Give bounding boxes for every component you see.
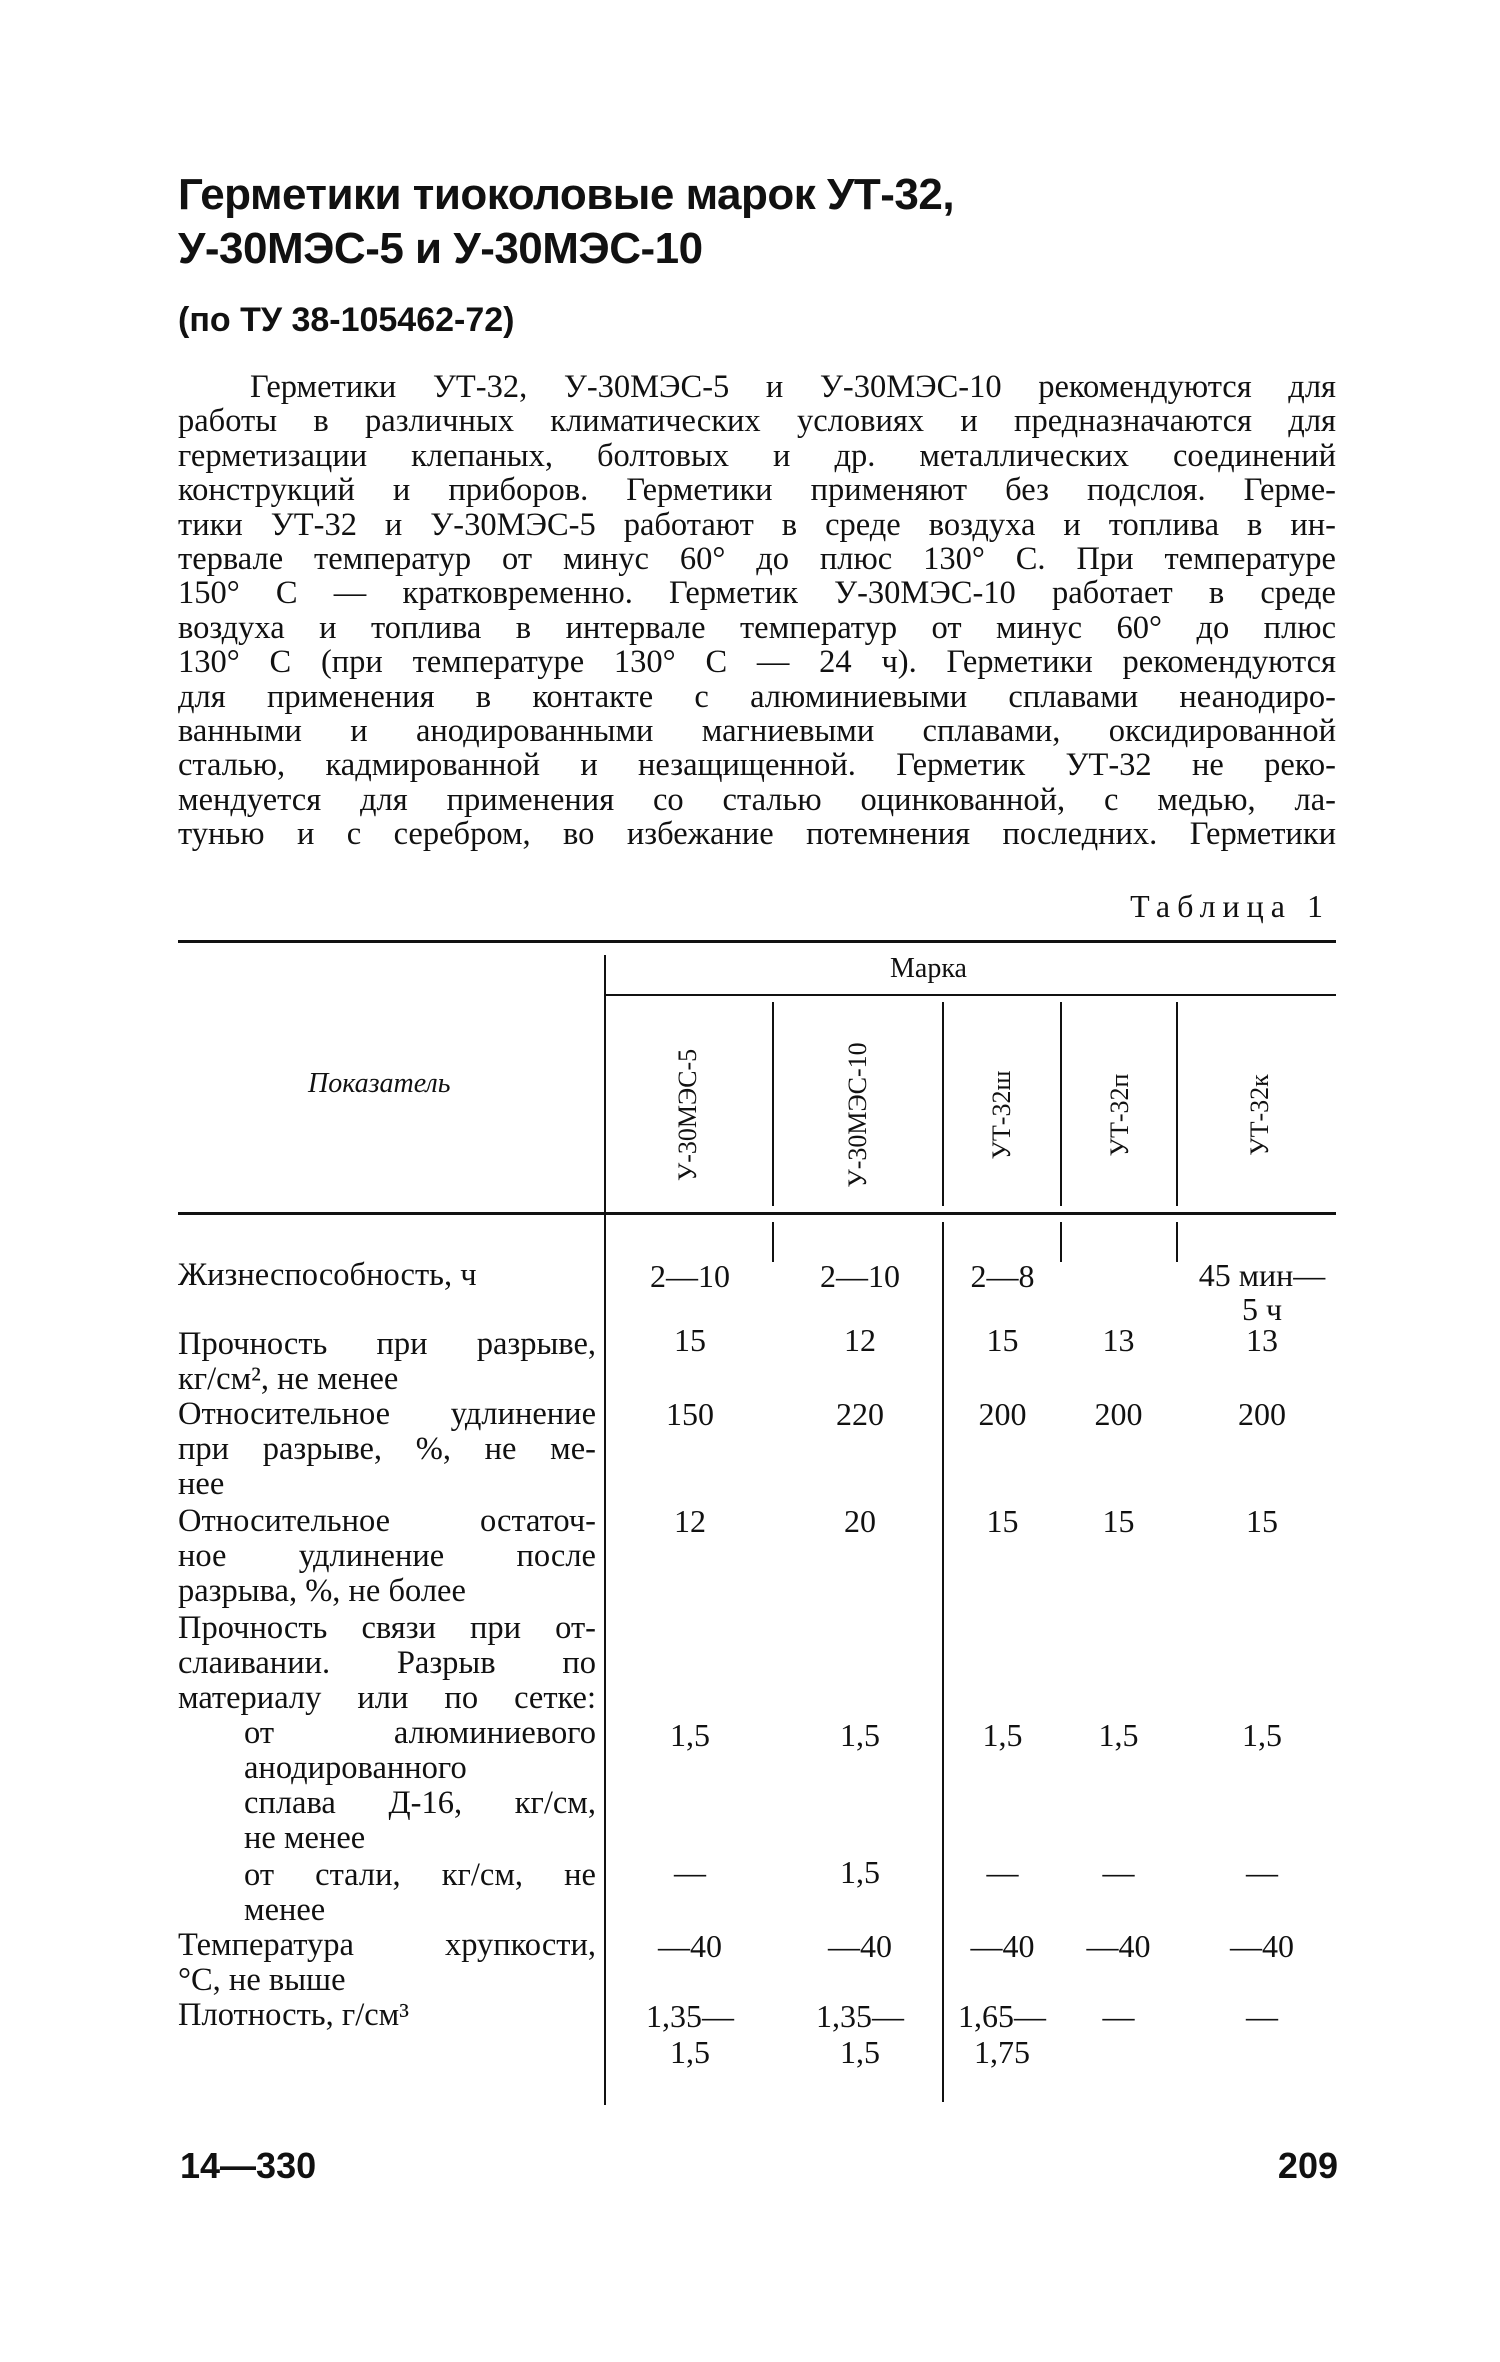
table-top-rule	[178, 940, 1336, 943]
cell-line: 1,35—	[816, 1998, 904, 2034]
paragraph-line: тервале температур от минус 60° до плюс 130° С. При температуре	[178, 541, 1336, 577]
table-cell: —40	[1086, 1928, 1151, 1964]
table-cell: 220	[836, 1396, 884, 1432]
table-cell: —	[674, 1854, 706, 1890]
section-title-line-2: У-30МЭС-5 и У-30МЭС-10	[178, 224, 703, 273]
column-divider	[1176, 1222, 1178, 1262]
row-label: Прочность при разрыве, кг/см², не менее	[178, 1327, 596, 1397]
table-cell: 200	[1094, 1396, 1143, 1432]
table-cell: —	[1102, 1998, 1135, 2034]
table-cell: 200	[978, 1396, 1027, 1432]
printer-signature: 14—330	[180, 2145, 317, 2186]
column-divider	[942, 1222, 944, 2102]
row-label: Относительное остаточ- ное удлинение после разрыва, %, не более	[178, 1504, 596, 1609]
table-cell	[946, 1998, 1058, 2070]
column-header: УТ-32п	[1105, 1073, 1134, 1157]
paragraph-line: воздуха и топлива в интервале температур от минус 60° до плюс	[178, 610, 1336, 646]
cell-line: 1,75	[974, 2034, 1030, 2070]
paragraph-line: тунью и с серебром, во избежание потемнения последних. Герметики	[178, 817, 1336, 852]
row-label: Относительное удлинение при разрыве, %, не ме- нее	[178, 1397, 596, 1502]
paragraph-line: сталью, кадмированной и незащищенной. Герметик УТ-32 не реко-	[178, 748, 1336, 783]
paragraph-line: для применения в контакте с алюминиевыми сплавами неанодиро-	[178, 679, 1336, 714]
table-cell: 13	[1246, 1322, 1278, 1358]
table-cell: 1,5	[670, 1717, 710, 1753]
column-header: У-30МЭС-10	[843, 1042, 872, 1188]
table-cell: —	[1246, 1854, 1278, 1890]
page-number: 209	[1277, 2145, 1338, 2186]
paragraph-line: 150° С — кратковременно. Герметик У-30МЭС-10 работает в среде	[178, 576, 1336, 611]
column-divider	[942, 1002, 944, 1206]
row-label: Плотность, г/см³	[178, 1998, 409, 2033]
table-cell: —40	[1230, 1928, 1294, 1964]
table-cell	[790, 1998, 930, 2070]
column-divider	[772, 1002, 774, 1206]
cell-line: 1,35—	[646, 1998, 734, 2034]
paragraph-line: конструкций и приборов. Герметики применяют без подслоя. Герме-	[178, 473, 1336, 508]
table-cell: 20	[844, 1503, 876, 1539]
group-header-rule	[604, 994, 1336, 996]
paragraph-line: тики УТ-32 и У-30МЭС-5 работают в среде воздуха и топлива в ин-	[178, 507, 1336, 542]
paragraph-line: работы в различных климатических условиях и предназначаются для	[178, 404, 1336, 439]
table-cell	[620, 1998, 760, 2070]
column-divider	[1060, 1002, 1062, 1206]
table-cell	[1182, 1258, 1342, 1326]
cell-line: 45 мин—	[1198, 1257, 1326, 1293]
body-paragraph	[178, 370, 1336, 851]
table-cell: —40	[970, 1928, 1035, 1964]
table-cell: 15	[986, 1503, 1019, 1539]
section-title-line-1: Герметики тиоколовые марок УТ-32,	[178, 170, 955, 219]
table-cell: 150	[666, 1396, 714, 1432]
column-header: УТ-32ш	[987, 1070, 1016, 1160]
table-cell: —40	[828, 1928, 892, 1964]
section-title	[178, 168, 1338, 276]
paragraph-line: мендуется для применения со сталью оцинкованной, с медью, ла-	[178, 782, 1336, 818]
column-divider	[1176, 1002, 1178, 1206]
paragraph-line: герметизации клепаных, болтовых и др. металлических соединений	[178, 438, 1336, 474]
standard-reference: (по ТУ 38-105462-72)	[178, 301, 515, 339]
table-cell: 1,5	[1242, 1717, 1282, 1753]
paragraph-line: Герметики УТ-32, У-30МЭС-5 и У-30МЭС-10 рекомендуются для	[250, 370, 1336, 405]
cell-line: 1,5	[670, 2034, 710, 2070]
table-cell: 15	[986, 1322, 1019, 1358]
table-cell: 200	[1238, 1396, 1286, 1432]
row-label: от алюминиевого анодированного сплава Д-16, кг/см, не менее	[244, 1716, 596, 1856]
cell-line: 1,65—	[958, 1998, 1046, 2034]
table-cell: —	[1246, 1998, 1278, 2034]
cell-line: 1,5	[840, 2034, 880, 2070]
header-bottom-rule	[178, 1212, 1336, 1215]
row-label: от стали, кг/см, не менее	[244, 1858, 596, 1928]
table-cell: —	[986, 1854, 1019, 1890]
table-cell: 2—10	[820, 1258, 900, 1294]
group-header-marka: Марка	[890, 953, 967, 984]
table-cell: 15	[674, 1322, 706, 1358]
row-label: Жизнеспособность, ч	[178, 1258, 477, 1293]
table-cell: 2—10	[650, 1258, 730, 1294]
cell-line: 5 ч	[1241, 1291, 1283, 1327]
column-divider	[772, 1222, 774, 1262]
table-cell: 12	[674, 1503, 706, 1539]
table-cell: 13	[1102, 1322, 1135, 1358]
table-cell: 12	[844, 1322, 876, 1358]
row-label: Температура хрупкости, °С, не выше	[178, 1928, 596, 1998]
paragraph-line: ванными и анодированными магниевыми сплавами, оксидированной	[178, 713, 1336, 749]
paragraph-line: 130° С (при температуре 130° С — 24 ч). Герметики рекомендуются	[178, 645, 1336, 680]
column-divider	[1060, 1222, 1062, 1262]
column-header: У-30МЭС-5	[673, 1048, 702, 1182]
column-header: УТ-32к	[1245, 1074, 1274, 1156]
table-cell: —	[1102, 1854, 1135, 1890]
table-cell: 15	[1246, 1503, 1278, 1539]
table-cell: 1,5	[982, 1717, 1023, 1753]
table-cell: 1,5	[840, 1717, 880, 1753]
table-cell: 1,5	[1098, 1717, 1139, 1753]
table-caption: Таблица 1	[1130, 888, 1330, 924]
table-cell: —40	[658, 1928, 722, 1964]
table-cell: 15	[1102, 1503, 1135, 1539]
table-cell: 2—8	[970, 1258, 1035, 1294]
row-label: Прочность связи при от- слаивании. Разрыв по материалу или по сетке:	[178, 1611, 596, 1716]
column-divider	[604, 955, 606, 2105]
row-header-pokazatel: Показатель	[308, 1068, 451, 1099]
table-cell: 1,5	[840, 1854, 880, 1890]
